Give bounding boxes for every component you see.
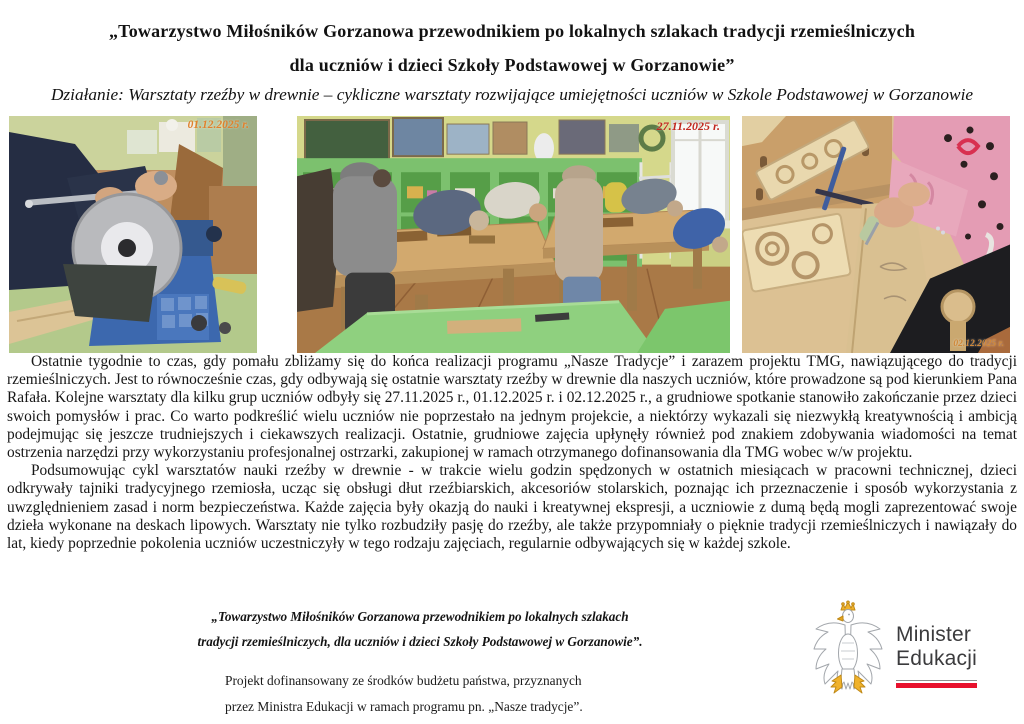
quote-line-1: „Towarzystwo Miłośników Gorzanowa przewodnikiem po lokalnych szlakach xyxy=(211,609,629,624)
logo-divider-line xyxy=(896,680,977,681)
photo-workshop-classroom xyxy=(297,116,730,353)
minister-edukacji-logo xyxy=(812,600,977,702)
photo-wood-carving-scene xyxy=(742,116,1010,353)
photo-date-stamp: 27.11.2025 r. xyxy=(656,119,720,133)
photo-workshop-classroom-scene xyxy=(297,116,730,353)
photo-sharpening-machine-scene xyxy=(9,116,257,353)
photo-date-stamp: 01.12.2025 r. xyxy=(187,119,249,131)
polish-eagle-emblem-icon xyxy=(812,600,884,702)
article-paragraph-1: Ostatnie tygodnie to czas, gdy pomału zbliżamy się do końca realizacji programu „Nasze Tradycje” i zarazem projektu TMG, nawiązującego do tradycji rzemieślniczych. Jest to równocześnie czas, gdy odbywają się ostatnie warsztaty rzeźby w drewnie dla naszych uczniów, które prowadzone są pod kierunkiem Pana Rafała. Kolejne warsztaty dla kilku grup uczniów odbyły się 27.11.2025 r., 01.12.2025 r. i 02.12.2025 r., a grudniowe spotkanie stanowiło zakończanie przez dzieci swoich pomysłów i prac. Co warto podkreślić wielu uczniów nie poprzestało na jednym projekcie, a niektórzy wykazali się niezwykłą kreatywnością i ambicją podejmując się jeszcze trudniejszych i ciekawszych realizacji. Ostatnie, grudniowe zajęcia upłynęły również pod znakiem zdobywania wiadomości na temat ostrzenia narzędzi przy wykorzystaniu profesjonalnej ostrzarki, zakupionej w ramach otrzymanego dofinansowania dla TMG wobec w/w projektu. xyxy=(7,353,1017,462)
page-title xyxy=(0,15,1024,82)
quote-line-2: tradycji rzemieślniczych, dla uczniów i dzieci Szkoły Podstawowej w Gorzanowie”. xyxy=(197,634,643,649)
logo-word-1: Minister xyxy=(896,623,972,646)
minister-edukacji-wordmark xyxy=(896,623,977,688)
article-body xyxy=(7,353,1017,553)
title-line-1: „Towarzystwo Miłośników Gorzanowa przewodnikiem po lokalnych szlakach tradycji rzemieślniczych xyxy=(108,21,916,41)
funding-line-1: Projekt dofinansowany ze środków budżetu państwa, przyznanych xyxy=(225,673,582,688)
funding-note xyxy=(225,668,583,719)
photo-wood-carving-closeup xyxy=(742,116,1010,353)
article-paragraph-2: Podsumowując cykl warsztatów nauki rzeźby w drewnie - w trakcie wielu godzin spędzonych w ostatnich miesiącach w pracowni technicznej, dzieci odkrywały tajniki tradycyjnego rzemiosła, ucząc się obsługi dłut rzeźbiarskich, akcesoriów stolarskich, poznając ich przeznaczenie i sposób wykorzystania z uwzględnieniem zasad i norm bezpieczeństwa. Każde zajęcia były okazją do nauki i kreatywnej ekspresji, a uczniowie z dumą będą mogli zaprezentować swoje dzieła wykonane na deskach lipowych. Warsztaty nie tylko rozbudziły pasję do rzeźby, ale także przypomniały o pięknie tradycji rzemieślniczych i nawiązały do lat, kiedy poprzednie pokolenia uczniów uczestniczyły w tego rodzaju zajęciach, regularnie odbywających się w każdej szkole. xyxy=(7,462,1017,553)
title-line-2: dla uczniów i dzieci Szkoły Podstawowej w Gorzanowie” xyxy=(289,54,735,75)
project-title-quote xyxy=(130,604,710,654)
logo-word-2: Edukacji xyxy=(896,647,977,670)
photo-sharpening-machine xyxy=(9,116,257,353)
page-subtitle: Działanie: Warsztaty rzeźby w drewnie – cykliczne warsztaty rozwijające umiejętności uczniów w Szkole Podstawowej w Gorzanowie xyxy=(50,85,974,104)
red-accent-bar xyxy=(896,683,977,688)
funding-line-2: przez Ministra Edukacji w ramach programu pn. „Nasze tradycje”. xyxy=(225,698,583,714)
photo-date-stamp: 02.12.2025 r. xyxy=(953,339,1004,349)
